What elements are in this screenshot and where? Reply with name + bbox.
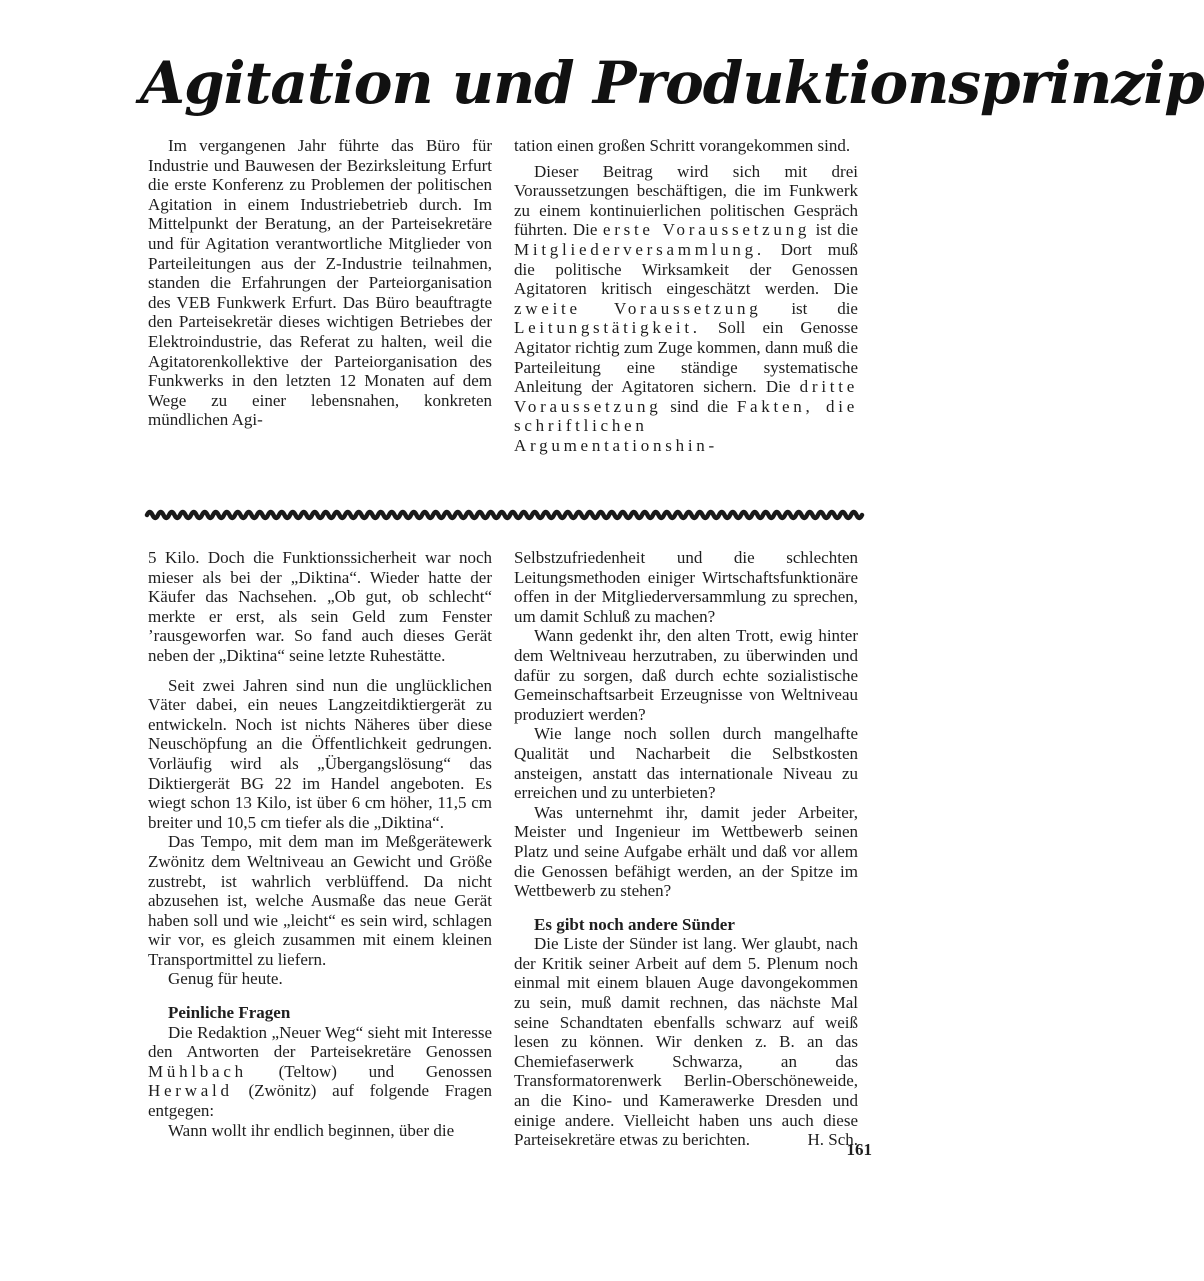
continuation-paragraph: tation einen großen Schritt vorangekommen sind. — [514, 136, 851, 155]
section-heading-peinliche-fragen: Peinliche Fragen — [168, 1003, 291, 1023]
editorial-paragraph: Die Redaktion „Neuer Weg“ sieht mit Interesse den Antworten der Parteisekretäre Genossen Mühlbach (Teltow) und Genossen Herwald (Zwönitz) auf folgende Fragen entgegen: — [148, 1022, 492, 1121]
development-paragraph: Seit zwei Jahren sind nun die unglücklichen Väter dabei, ein neues Langzeitdiktiergerät zu entwickeln. Noch ist nichts Näheres über diese Neuschöpfung an die Öffentlichkeit gedrungen. Vorläufig wird als „Übergangslösung“ das Diktiergerät BG 22 im Handel angeboten. Es wiegt schon 13 Kilo, ist über 6 cm höher, 11,5 cm breiter und 10,5 cm tiefer als die „Diktina“. — [148, 675, 492, 832]
bottom-right-column — [514, 548, 858, 1150]
preconditions-paragraph: Dieser Beitrag wird sich mit drei Voraussetzungen beschäftigen, die im Funkwerk zu einem kontinuierlichen politischen Gespräch führten. Die erste Voraussetzung ist die Mitgliederversammlung. Dort muß die politische Wirksamkeit der Genossen Agitatoren kritisch eingeschätzt werden. Die zweite Voraussetzung ist die Leitungstätigkeit. Soll ein Genosse Agitator richtig zum Zuge kommen, dann muß die Parteileitung eine ständige systematische Anleitung der Agitatoren sichern. Die dritte Voraussetzung sind die Fakten, die schriftlichen Argumentationshin- — [514, 161, 859, 455]
sinners-paragraph: Die Liste der Sünder ist lang. Wer glaubt, nach der Kritik seiner Arbeit auf dem 5. Plenum noch einmal mit einem blauen Auge davongekommen zu sein, muß damit rechnen, das nächste Mal seine Schandtaten ebenfalls schwarz auf weiß lesen zu können. Wir denken z. B. an das Chemiefaserwerk Schwarza, an das Transformatorenwerk Berlin-Oberschöneweide, an die Kino- und Kamerawerke Dresden und einige andere. Vielleicht haben uns auch diese Parteisekretäre etwas zu berichten. H. Sch. — [514, 934, 858, 1150]
question-3: Wie lange noch sollen durch mangelhafte Qualität und Nacharbeit die Selbstkosten ansteigen, anstatt das internationale Niveau zu erreichen und zu unterbieten? — [514, 724, 858, 803]
section-heading-suender: Es gibt noch andere Sünder — [534, 914, 735, 934]
wavy-separator — [145, 503, 860, 527]
intro-paragraph: Im vergangenen Jahr führte das Büro für Industrie und Bauwesen der Bezirksleitung Erfurt die erste Konferenz zu Problemen der politischen Agitation in einem Industriebetrieb durch. Im Mittelpunkt der Beratung, an der Parteisekretäre und für Agitation verantwortliche Mitglieder von Parteileitungen aus der Z-Industrie teilnahmen, standen die Erfahrungen der Parteiorganisation des VEB Funkwerk Erfurt. Das Büro beauftragte den Parteisekretär dieses wichtigen Betriebes der Elektroindustrie, das Referat zu halten, weil die Agitatorenkollektive der Parteiorganisation des Funkwerks in den letzten 12 Monaten auf dem Wege zu einer lebensnahen, konkreten mündlichen Agi- — [148, 136, 492, 430]
top-left-column — [148, 136, 492, 430]
top-right-column — [514, 136, 858, 456]
question-2: Wann gedenkt ihr, den alten Trott, ewig hinter dem Weltniveau herzutraben, zu überwinden und dafür zu sorgen, daß durch echte sozialistische Gemeinschaftsarbeit Erzeugnisse von Weltniveau produziert werden? — [514, 626, 858, 724]
bottom-left-column — [148, 548, 492, 1140]
closing-line: Genug für heute. — [168, 969, 283, 989]
question-start: Wann wollt ihr endlich beginnen, über die — [168, 1120, 455, 1140]
article-title: Agitation und Produktionsprinzip — [140, 49, 1204, 117]
question-4: Was unternehmt ihr, damit jeder Arbeiter, Meister und Ingenieur im Wettbewerb seinen Platz und seine Aufgabe erhält und daß vor allem die Genossen befähigt werden, an der Spitze im Wettbewerb zu stehen? — [514, 802, 858, 901]
diktina-paragraph: 5 Kilo. Doch die Funktionssicherheit war noch mieser als bei der „Diktina“. Wieder hatte der Käufer das Nachsehen. „Ob gut, ob schlecht“ merkte er erst, als sein Geld zum Fenster ’rausgeworfen war. So fand auch dieses Gerät neben der „Diktina“ seine letzte Ruhestätte. — [148, 548, 492, 665]
tempo-paragraph: Das Tempo, mit dem man im Meßgerätewerk Zwönitz dem Weltniveau an Gewicht und Größe zustrebt, ist wahrlich verblüffend. Da nicht abzusehen ist, welche Ausmaße das neue Gerät haben soll und wie „leicht“ es sein wird, schlagen wir vor, es gleich zusammen mit einem kleinen Transportmittel zu liefern. — [148, 832, 492, 969]
page-number: 161 — [846, 1140, 872, 1159]
signature: H. Sch. — [807, 1130, 858, 1150]
question-continuation: Selbstzufriedenheit und die schlechten Leitungsmethoden einiger Wirtschaftsfunktionäre offen in der Mitgliederversammlung zu sprechen, um damit Schluß zu machen? — [514, 548, 858, 626]
